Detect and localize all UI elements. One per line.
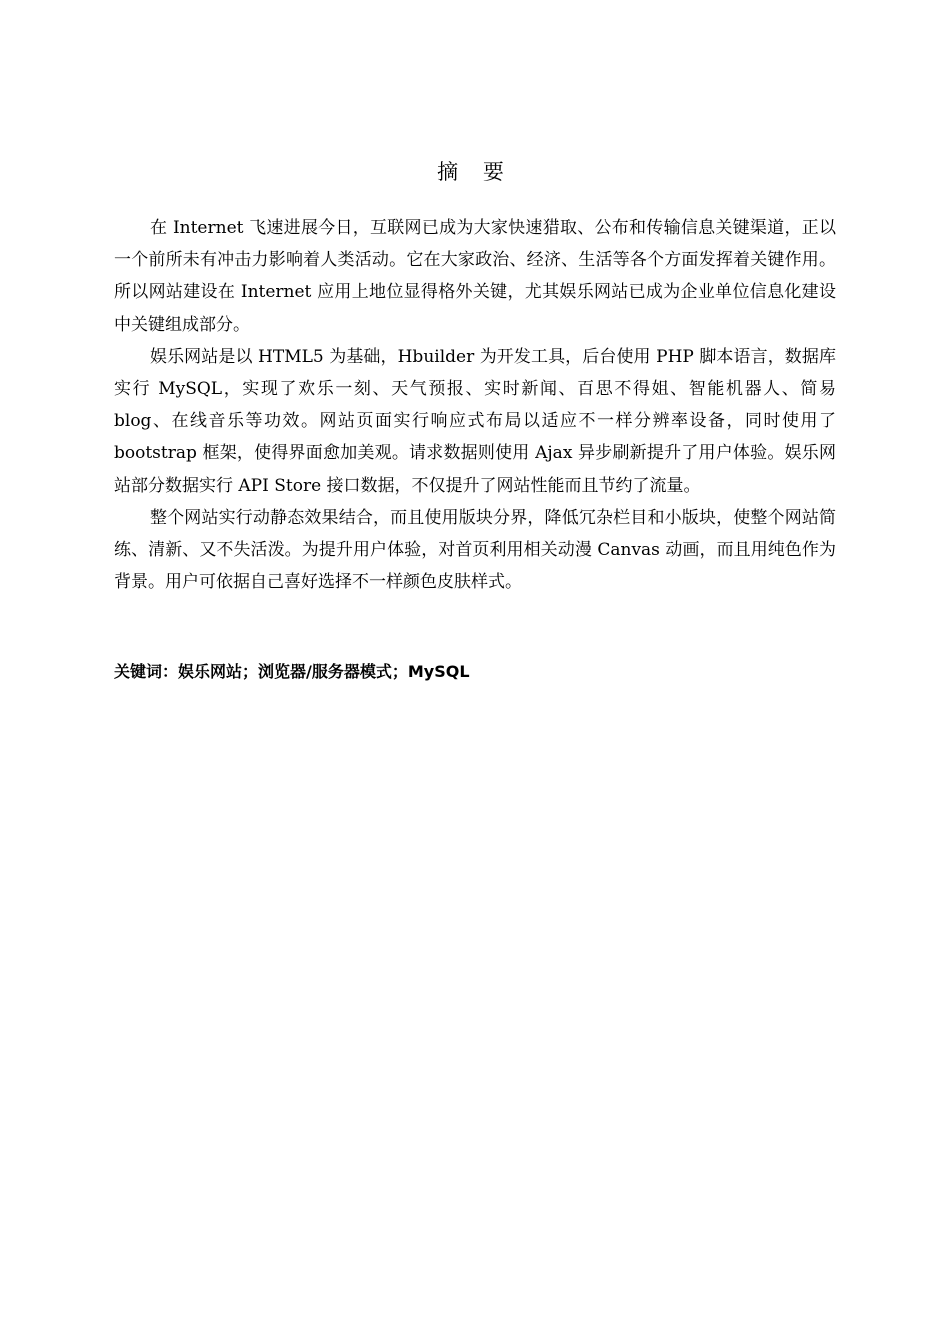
abstract-body [114,212,836,598]
abstract-paragraph-1: 在 Internet 飞速进展今日，互联网已成为大家快速猎取、公布和传输信息关键渠道，正以一个前所未有冲击力影响着人类活动。它在大家政治、经济、生活等各个方面发挥着关键作用。所以网站建设在 Internet 应用上地位显得格外关键，尤其娱乐网站已成为企业单位信息化建设中关键组成部分。 [114,218,836,335]
keywords-line: 关键词：娱乐网站；浏览器/服务器模式；MySQL [114,662,470,681]
abstract-paragraph-3: 整个网站实行动静态效果结合，而且使用版块分界，降低冗杂栏目和小版块，使整个网站简练、清新、又不失活泼。为提升用户体验，对首页利用相关动漫 Canvas 动画，而且用纯色作为背景。用户可依据自己喜好选择不一样颜色皮肤样式。 [114,507,836,593]
abstract-title: 摘 要 [437,160,513,184]
abstract-paragraph-2: 娱乐网站是以 HTML5 为基础，Hbuilder 为开发工具，后台使用 PHP 脚本语言，数据库实行 MySQL，实现了欢乐一刻、天气预报、实时新闻、百思不得姐、智能机器人、简易 blog、在线音乐等功效。网站页面实行响应式布局以适应不一样分辨率设备，同时使用了 bootstrap 框架，使得界面愈加美观。请求数据则使用 Ajax 异步刷新提升了用户体验。娱乐网站部分数据实行 API Store 接口数据，不仅提升了网站性能而且节约了流量。 [114,346,836,496]
